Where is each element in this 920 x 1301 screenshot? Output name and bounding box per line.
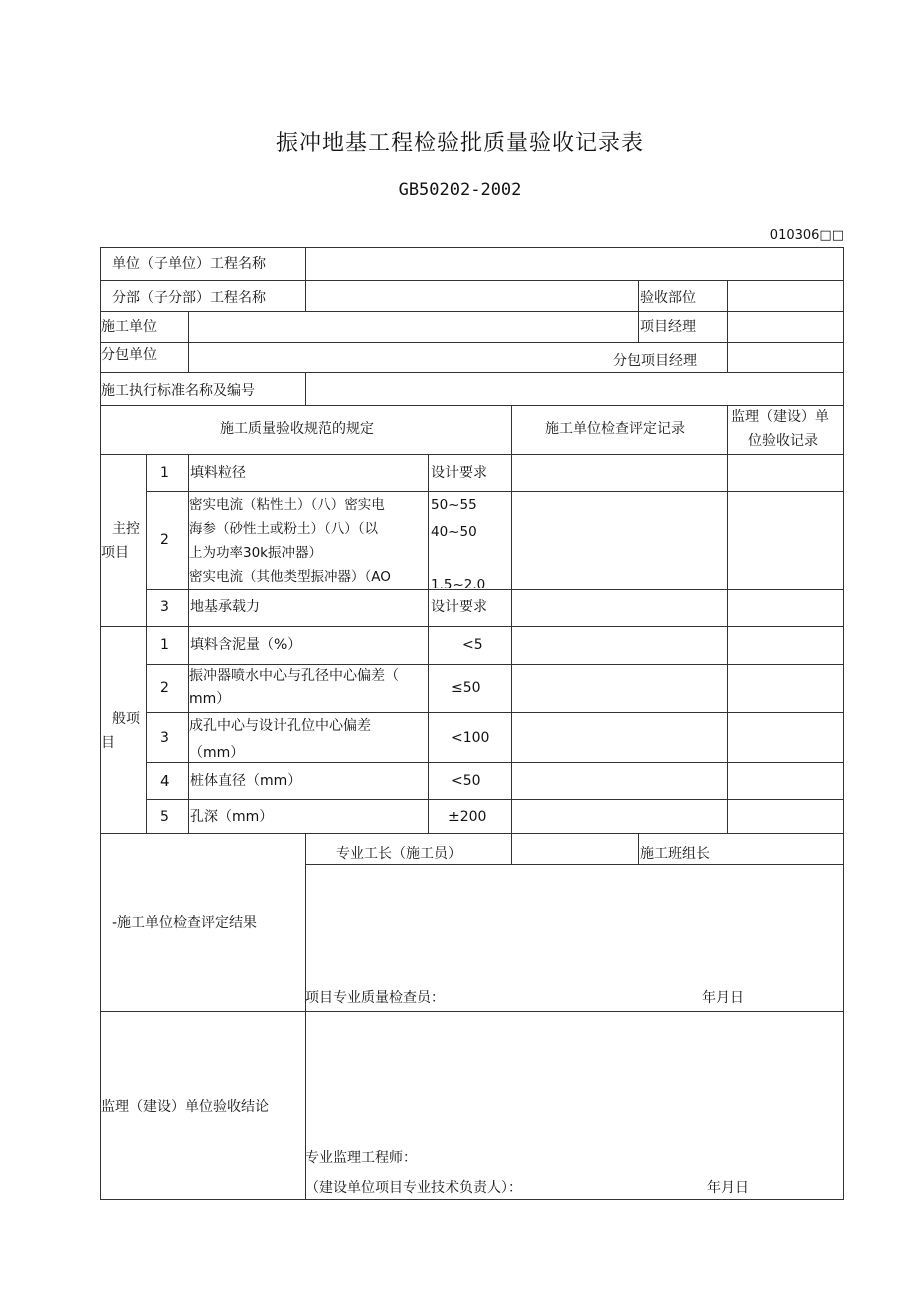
main-item-2-value-2: 40~50: [431, 524, 477, 540]
general-item-3-no: 3: [160, 730, 169, 746]
general-item-1-value: <5: [462, 637, 483, 653]
general-item-2-value: ≤50: [451, 680, 481, 696]
engineer-label: 专业监理工程师：: [305, 1150, 417, 1166]
subcontract-unit-label: 分包单位: [101, 347, 157, 363]
inspector-label: 项目专业质量检查员：: [305, 990, 445, 1006]
subcontract-manager-label: 分包项目经理: [613, 353, 697, 369]
conclusion-label: 监理（建设）单位验收结论: [101, 1099, 269, 1115]
main-item-3-value: 设计要求: [431, 599, 487, 615]
general-item-4-value: <50: [451, 773, 481, 789]
supervisor-header-line2: 位验收记录: [748, 433, 818, 449]
general-item-1-name: 填料含泥量（%）: [190, 637, 302, 653]
main-item-1-name: 填料粒径: [190, 465, 246, 481]
result-date-label: 年月日: [702, 990, 744, 1006]
standard-label: 施工执行标准名称及编号: [101, 383, 255, 399]
standard-code: GB50202-2002: [398, 180, 522, 200]
construction-record-header: 施工单位检查评定记录: [545, 421, 685, 437]
foreman-label: 专业工长（施工员）: [336, 846, 462, 862]
main-item-2-no: 2: [160, 532, 169, 548]
main-item-2-value-1: 50~55: [431, 497, 477, 513]
acceptance-part-label: 验收部位: [640, 290, 696, 306]
main-item-2-name-line1: 密实电流（粘性土）（八）密实电: [189, 497, 385, 513]
general-item-5-value: ±200: [448, 809, 487, 825]
general-item-3-value: <100: [451, 730, 490, 746]
form-code: 010306□□: [769, 228, 844, 243]
main-control-label: 主控: [112, 521, 140, 537]
main-item-1-no: 1: [160, 465, 169, 481]
general-item-5-no: 5: [160, 809, 169, 825]
general-label: 般项: [112, 711, 140, 727]
main-item-2-value-3: 1.5~2.0: [431, 577, 486, 588]
general-item-1-no: 1: [160, 637, 169, 653]
general-item-5-name: 孔深（mm）: [190, 809, 274, 825]
supervisor-header-line1: 监理（建设）单: [731, 409, 829, 425]
owner-label: （建设单位项目专业技术负责人）：: [305, 1180, 522, 1196]
general-item-2-name-line1: 振冲器喷水中心与孔径中心偏差（: [189, 668, 399, 684]
document-title: 振冲地基工程检验批质量验收记录表: [275, 131, 644, 156]
general-item-3-name-line1: 成孔中心与设计孔位中心偏差: [189, 718, 371, 734]
general-item-4-name: 桩体直径（mm）: [190, 773, 302, 789]
project-manager-label: 项目经理: [640, 319, 696, 335]
conclusion-date-label: 年月日: [707, 1180, 749, 1196]
general-item-3-name-line2: （mm）: [189, 745, 245, 761]
team-leader-label: 施工班组长: [640, 846, 710, 862]
spec-header: 施工质量验收规范的规定: [220, 421, 374, 437]
main-item-2-name-line2: 海参（砂性土或粉土）（八）（以: [189, 521, 378, 537]
sub-project-label: 分部（子分部）工程名称: [112, 290, 266, 306]
result-label: -施工单位检查评定结果: [112, 915, 258, 931]
main-control-label-2: 项目: [101, 545, 129, 561]
general-label-2: 目: [101, 735, 115, 751]
main-item-2-name-line3: 上为功率30k振冲器）: [189, 545, 322, 561]
main-item-2-name-line4: 密实电流（其他类型振冲器）（AO: [189, 569, 391, 585]
general-item-2-name-line2: mm）: [189, 691, 231, 707]
construction-unit-label: 施工单位: [101, 319, 157, 335]
main-item-3-name: 地基承载力: [190, 599, 260, 615]
main-item-3-no: 3: [160, 599, 169, 615]
general-item-2-no: 2: [160, 680, 169, 696]
general-item-4-no: 4: [160, 772, 170, 790]
main-item-1-value: 设计要求: [431, 465, 487, 481]
unit-project-label: 单位（子单位）工程名称: [112, 256, 266, 272]
